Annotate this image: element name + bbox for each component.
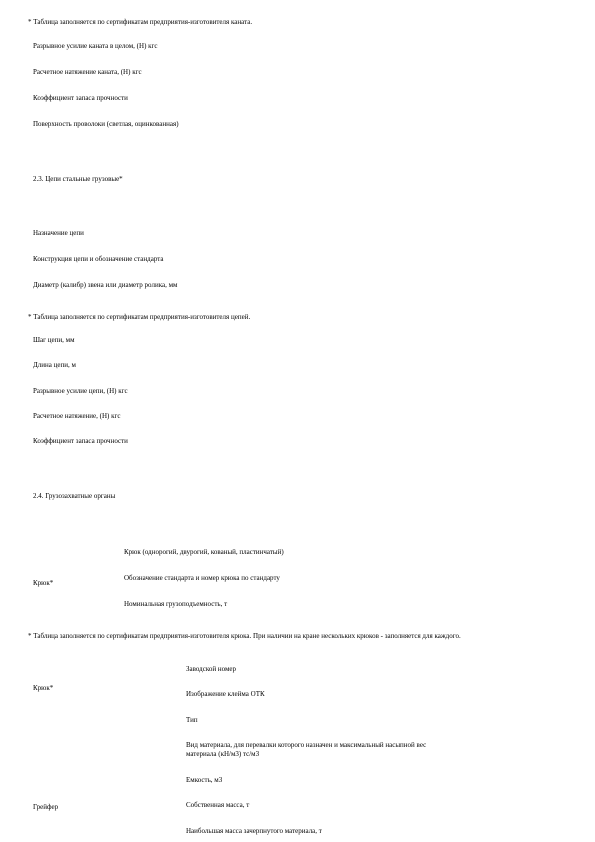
grab-row-max-mass: Наибольшая масса зачерпнутого материала, т <box>186 827 322 835</box>
hook-row-kind: Тип <box>186 716 198 724</box>
chain-row-purpose: Назначение цепи <box>33 229 84 237</box>
chain-row-breaking-force: Разрывное усилие цепи, (Н) кгс <box>33 387 128 395</box>
grab-row-material: Вид материала, для перевалки которого назначен и максимальный насыпной вес материала (кН/м3) тс/м3 <box>186 741 427 758</box>
chain-row-design-tension: Расчетное натяжение, (Н) кгс <box>33 412 121 420</box>
chain-row-length: Длина цепи, м <box>33 361 76 369</box>
chain-note: * Таблица заполняется по сертификатам предприятия-изготовителя цепей. <box>28 313 251 321</box>
hook-row-standard: Обозначение стандарта и номер крюка по стандарту <box>124 574 280 582</box>
hook-label-2: Крюк* <box>33 684 54 692</box>
grab-label: Грейфер <box>33 803 59 811</box>
rope-row-design-tension: Расчетное натяжение каната, (Н) кгс <box>33 68 142 76</box>
hook-row-serial: Заводской номер <box>186 665 237 673</box>
hook-label-1: Крюк* <box>33 579 54 587</box>
grab-row-capacity: Емкость, м3 <box>186 776 223 784</box>
lifting-section-heading: 2.4. Грузозахватные органы <box>33 492 116 500</box>
chain-row-construction: Конструкция цепи и обозначение стандарта <box>33 255 164 263</box>
hook-note: * Таблица заполняется по сертификатам предприятия-изготовителя крюка. При наличии на кране нескольких крюков - заполняется для каждого. <box>28 632 461 640</box>
rope-row-wire-surface: Поверхность проволоки (светлая, оцинкованная) <box>33 120 179 128</box>
hook-row-capacity: Номинальная грузоподъемность, т <box>124 600 228 608</box>
chains-section-heading: 2.3. Цепи стальные грузовые* <box>33 175 123 183</box>
hook-row-qc-stamp: Изображение клейма ОТК <box>186 690 265 698</box>
hook-row-type: Крюк (однорогий, двурогий, кованый, пластинчатый) <box>124 548 284 556</box>
chain-row-safety-factor: Коэффициент запаса прочности <box>33 437 128 445</box>
rope-note: * Таблица заполняется по сертификатам предприятия-изготовителя каната. <box>28 18 253 26</box>
chain-row-link-diameter: Диаметр (калибр) звена или диаметр ролика, мм <box>33 281 178 289</box>
rope-row-breaking-force: Разрывное усилие каната в целом, (Н) кгс <box>33 42 158 50</box>
grab-row-own-mass: Собственная масса, т <box>186 801 250 809</box>
chain-row-pitch: Шаг цепи, мм <box>33 336 75 344</box>
rope-row-safety-factor: Коэффициент запаса прочности <box>33 94 128 102</box>
